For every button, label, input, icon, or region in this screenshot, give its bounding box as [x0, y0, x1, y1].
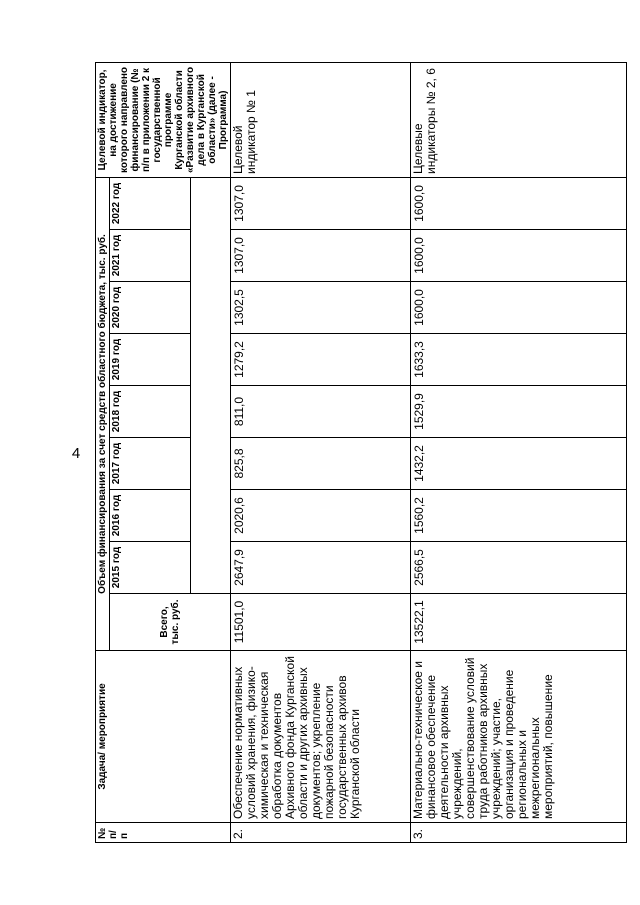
header-no: № п/п [96, 823, 231, 843]
header-year-2019: 2019 год [110, 334, 191, 386]
header-year-2021: 2021 год [110, 230, 191, 282]
header-year-2022: 2022 год [110, 177, 191, 229]
header-year-2015: 2015 год [110, 542, 191, 594]
header-year-2020: 2020 год [110, 282, 191, 334]
row-value-2017: 825,8 [231, 438, 411, 490]
row-value-2015: 2566,5 [411, 542, 627, 594]
row-value-2017: 1432,2 [411, 438, 627, 490]
row-indicator: Целевой индикатор № 1 [231, 62, 411, 177]
row-value-2020: 1302,5 [231, 282, 411, 334]
header-indicator: Целевой индикатор, на достижение которого направлено финансирование (№ п/п в приложении 2 к государственной программе Курганской области «Развитие архивного дела в Курганской области» (далее - Программа) [96, 62, 231, 177]
row-value-2021: 1307,0 [231, 230, 411, 282]
row-value-2020: 1600,0 [411, 282, 627, 334]
row-value-2015: 2647,9 [231, 542, 411, 594]
header-task: Задача/ мероприятие [96, 651, 231, 823]
row-value-2016: 1560,2 [411, 490, 627, 542]
row-value-2022: 1600,0 [411, 177, 627, 229]
funding-table [95, 62, 627, 843]
row-value-2021: 1600,0 [411, 230, 627, 282]
header-funding: Объем финансирования за счет средств областного бюджета, тыс. руб. [96, 177, 110, 650]
row-total: 11501,0 [231, 594, 411, 651]
row-value-2022: 1307,0 [231, 177, 411, 229]
page-number: 4 [71, 445, 81, 462]
row-no: 2. [231, 823, 411, 843]
row-value-2019: 1633,3 [411, 334, 627, 386]
rotated-table-container [95, 63, 635, 843]
row-no: 3. [411, 823, 627, 843]
row-total: 13522,1 [411, 594, 627, 651]
row-value-2018: 1529,9 [411, 386, 627, 438]
row-task: Обеспечение нормативных условий хранения, физико-химическая и техническая обработка документов Архивного фонда Курганской области и других архивных документов; укрепление пожарной безопасности государственных архивов Курганской области [231, 651, 411, 823]
table-row [231, 62, 411, 842]
header-year-2018: 2018 год [110, 386, 191, 438]
header-total: Всего, тыс. руб. [110, 594, 231, 651]
row-indicator: Целевые индикаторы № 2, 6 [411, 62, 627, 177]
row-task: Материально-техническое и финансовое обеспечение деятельности архивных учреждений, совершенствование условий труда работников архивных учреждений; участие, организация и проведение региональных и межрегиональных мероприятий, повышение [411, 651, 627, 823]
header-year-2017: 2017 год [110, 438, 191, 490]
header-year-spacer [191, 177, 231, 593]
row-value-2018: 811,0 [231, 386, 411, 438]
header-year-2016: 2016 год [110, 490, 191, 542]
table-row [411, 62, 627, 842]
row-value-2019: 1279,2 [231, 334, 411, 386]
row-value-2016: 2020,6 [231, 490, 411, 542]
